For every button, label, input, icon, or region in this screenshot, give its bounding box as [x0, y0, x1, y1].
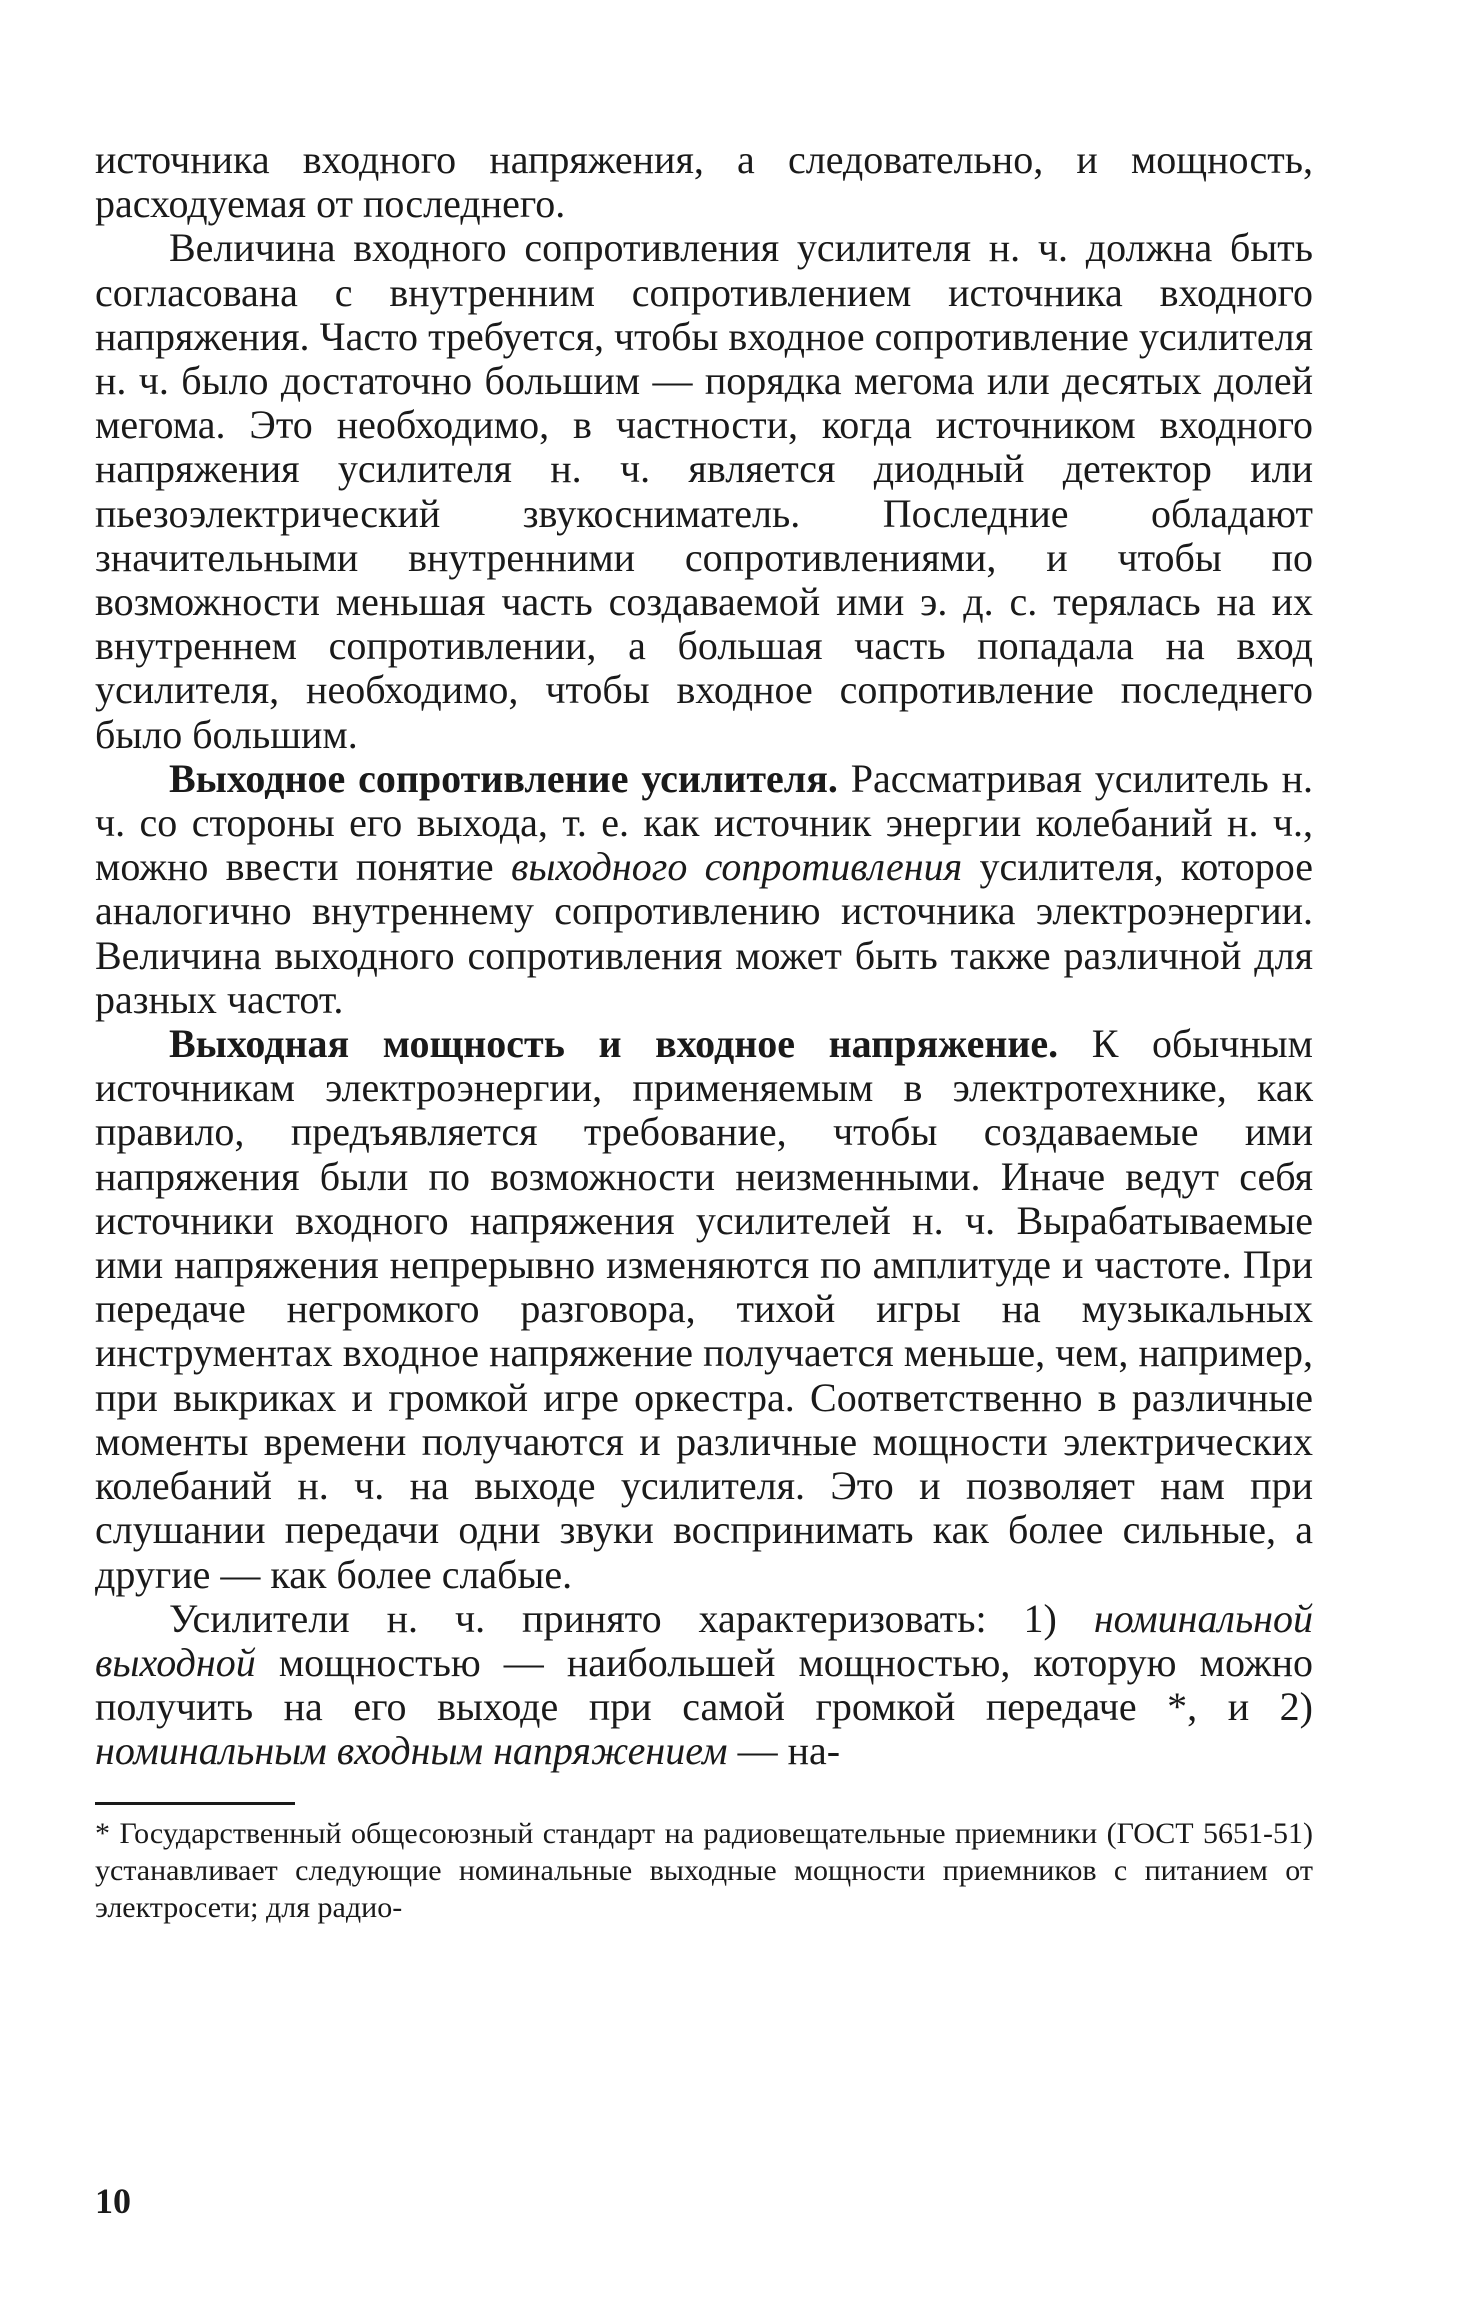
- paragraph-2-text: Величина входного сопротивления усилителя н. ч. должна быть согласована с внутренним сопротивлением источника входного напряжения. Часто требуется, чтобы входное сопротивление усилителя н. ч. было достаточно большим — порядка мегома или десятых долей мегома. Это необходимо, в частности, когда источником входного напряжения усилителя н. ч. является диодный детектор или пьезоэлектрический звукосниматель. Последние обладают значительными внутренними сопротивлениями, и чтобы по возможности меньшая часть создаваемой ими э. д. с. терялась на их внутреннем сопротивлении, а большая часть попадала на вход усилителя, необходимо, чтобы входное сопротивление последнего было большим.: [95, 225, 1313, 757]
- paragraph-5-text-a: Усилители н. ч. принято характеризовать: 1): [169, 1595, 1094, 1641]
- paragraph-3-text-b: усилителя, которое аналогично внутреннему сопротивлению источника электроэнергии. Величина выходного сопротивления может быть также различной для разных частот.: [95, 844, 1313, 1022]
- section-heading-output-resistance: Выходное сопротивление усилителя.: [169, 755, 838, 801]
- term-output-resistance: выходного сопротивления: [510, 844, 963, 890]
- footnote-divider: [95, 1802, 295, 1805]
- paragraph-5-text-b: мощностью — наибольшей мощностью, которую можно получить на его выходе при самой громкой передаче *, и 2): [95, 1639, 1313, 1730]
- paragraph-4-text: К обычным источникам электроэнергии, применяемым в электротехнике, как правило, предъявляется требование, чтобы создаваемые ими напряжения были по возможности неизменными. Иначе ведут себя источники входного напряжения усилителей н. ч. Вырабатываемые ими напряжения непрерывно изменяются по амплитуде и частоте. При передаче негромкого разговора, тихой игры на музыкальных инструментах входное напряжение получается меньше, чем, например, при выкриках и громкой игре оркестра. Соответственно в различные моменты времени получаются и различные мощности электрических колебаний н. ч. на выходе усилителя. Это и позволяет нам при слушании передачи одни звуки воспринимать как более сильные, а другие — как более слабые.: [95, 1021, 1313, 1597]
- paragraph-5: [95, 1597, 1313, 1774]
- paragraph-3-text-a: Рассматривая усилитель н. ч. со стороны его выхода, т. е. как источник энергии колебаний н. ч., можно ввести понятие: [95, 755, 1313, 890]
- paragraph-1-text: источника входного напряжения, а следовательно, и мощность, расходуемая от последнего.: [95, 137, 1313, 227]
- term-nominal-output: номинальной выходной: [95, 1595, 1313, 1685]
- paragraph-4: [95, 1022, 1313, 1597]
- page-number: 10: [95, 2181, 131, 2221]
- paragraph-3: [95, 757, 1313, 1022]
- term-nominal-input-voltage: номинальным входным напряжением: [95, 1728, 728, 1774]
- body-text: [95, 138, 1313, 1774]
- paragraph-1: [95, 138, 1313, 226]
- paragraph-2: [95, 226, 1313, 756]
- page: [95, 138, 1313, 1926]
- paragraph-5-text-c: — на-: [727, 1728, 841, 1774]
- footnote: * Государственный общесоюзный стандарт на радиовещательные приемники (ГОСТ 5651-51) устанавливает следующие номинальные выходные мощности приемников с питанием от электросети; для радио-: [95, 1816, 1313, 1924]
- section-heading-output-power: Выходная мощность и входное напряжение.: [169, 1021, 1059, 1067]
